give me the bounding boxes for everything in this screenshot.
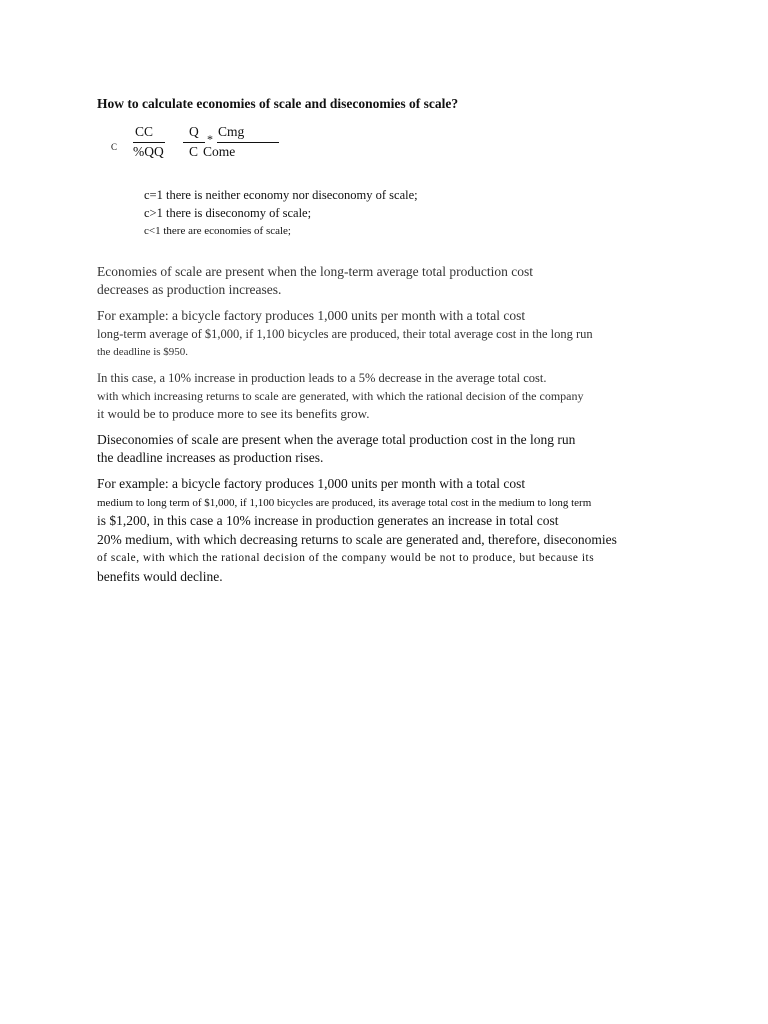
list-item <box>120 222 418 240</box>
paragraph-line: benefits would decline. <box>97 568 223 584</box>
paragraph-economies-example <box>97 307 593 361</box>
paragraph-line: In this case, a 10% increase in production leads to a 5% decrease in the average total cost. <box>97 371 547 385</box>
list-item <box>120 204 418 222</box>
paragraph-diseconomies-definition <box>97 431 575 467</box>
list-item-text: c<1 there are economies of scale; <box>144 225 291 237</box>
paragraph-line: For example: a bicycle factory produces 1,000 units per month with a total cost <box>97 476 526 491</box>
document-heading: How to calculate economies of scale and diseconomies of scale? <box>97 96 459 111</box>
paragraph-line: decreases as production increases. <box>97 282 282 297</box>
formula-fraction1-denominator: %QQ <box>133 144 164 159</box>
paragraph-line: 20% medium, with which decreasing returns to scale are generated and, therefore, diseconomies <box>97 531 617 547</box>
list-item-text: c=1 there is neither economy nor diseconomy of scale; <box>144 188 418 202</box>
formula-fraction3-numerator: Cmg <box>218 124 245 139</box>
paragraph-line: long-term average of $1,000, if 1,100 bicycles are produced, their total average cost in the long run <box>97 327 593 341</box>
list-item <box>120 186 418 204</box>
paragraph-economies-definition <box>97 263 533 299</box>
paragraph-line: Diseconomies of scale are present when the average total production cost in the long run <box>97 432 576 447</box>
paragraph-line: Economies of scale are present when the long-term average total production cost <box>97 264 533 279</box>
formula-multiply-symbol: * <box>207 132 213 146</box>
elasticity-cases-list <box>120 186 418 240</box>
paragraph-line: medium to long term of $1,000, if 1,100 bicycles are produced, its average total cost in the medium to long term <box>97 496 592 509</box>
formula-fraction1-bar <box>133 142 165 143</box>
paragraph-line: the deadline is $950. <box>97 346 189 358</box>
paragraph-line: of scale, with which the rational decision of the company would be not to produce, but because its <box>97 552 595 564</box>
elasticity-formula <box>97 122 297 166</box>
formula-fraction2-denominator: C <box>189 144 199 159</box>
formula-fraction3-bar <box>217 142 247 143</box>
paragraph-line: the deadline increases as production rises. <box>97 450 324 465</box>
formula-fraction1-numerator: CC <box>135 124 154 139</box>
formula-lhs-subscript: C <box>111 142 118 152</box>
paragraph-line: is $1,200, in this case a 10% increase in production generates an increase in total cost <box>97 513 559 528</box>
paragraph-line: it would be to produce more to see its benefits grow. <box>97 406 370 421</box>
paragraph-line: For example: a bicycle factory produces 1,000 units per month with a total cost <box>97 308 526 323</box>
list-item-text: c>1 there is diseconomy of scale; <box>144 206 312 220</box>
formula-fraction3-denominator: Come <box>203 144 236 159</box>
paragraph-line: with which increasing returns to scale are generated, with which the rational decision of the company <box>97 389 584 403</box>
formula-trailing-bar <box>247 142 279 143</box>
paragraph-diseconomies-example <box>97 475 617 586</box>
formula-fraction2-bar <box>183 142 205 143</box>
paragraph-economies-conclusion <box>97 369 584 423</box>
formula-fraction2-numerator: Q <box>189 124 199 139</box>
